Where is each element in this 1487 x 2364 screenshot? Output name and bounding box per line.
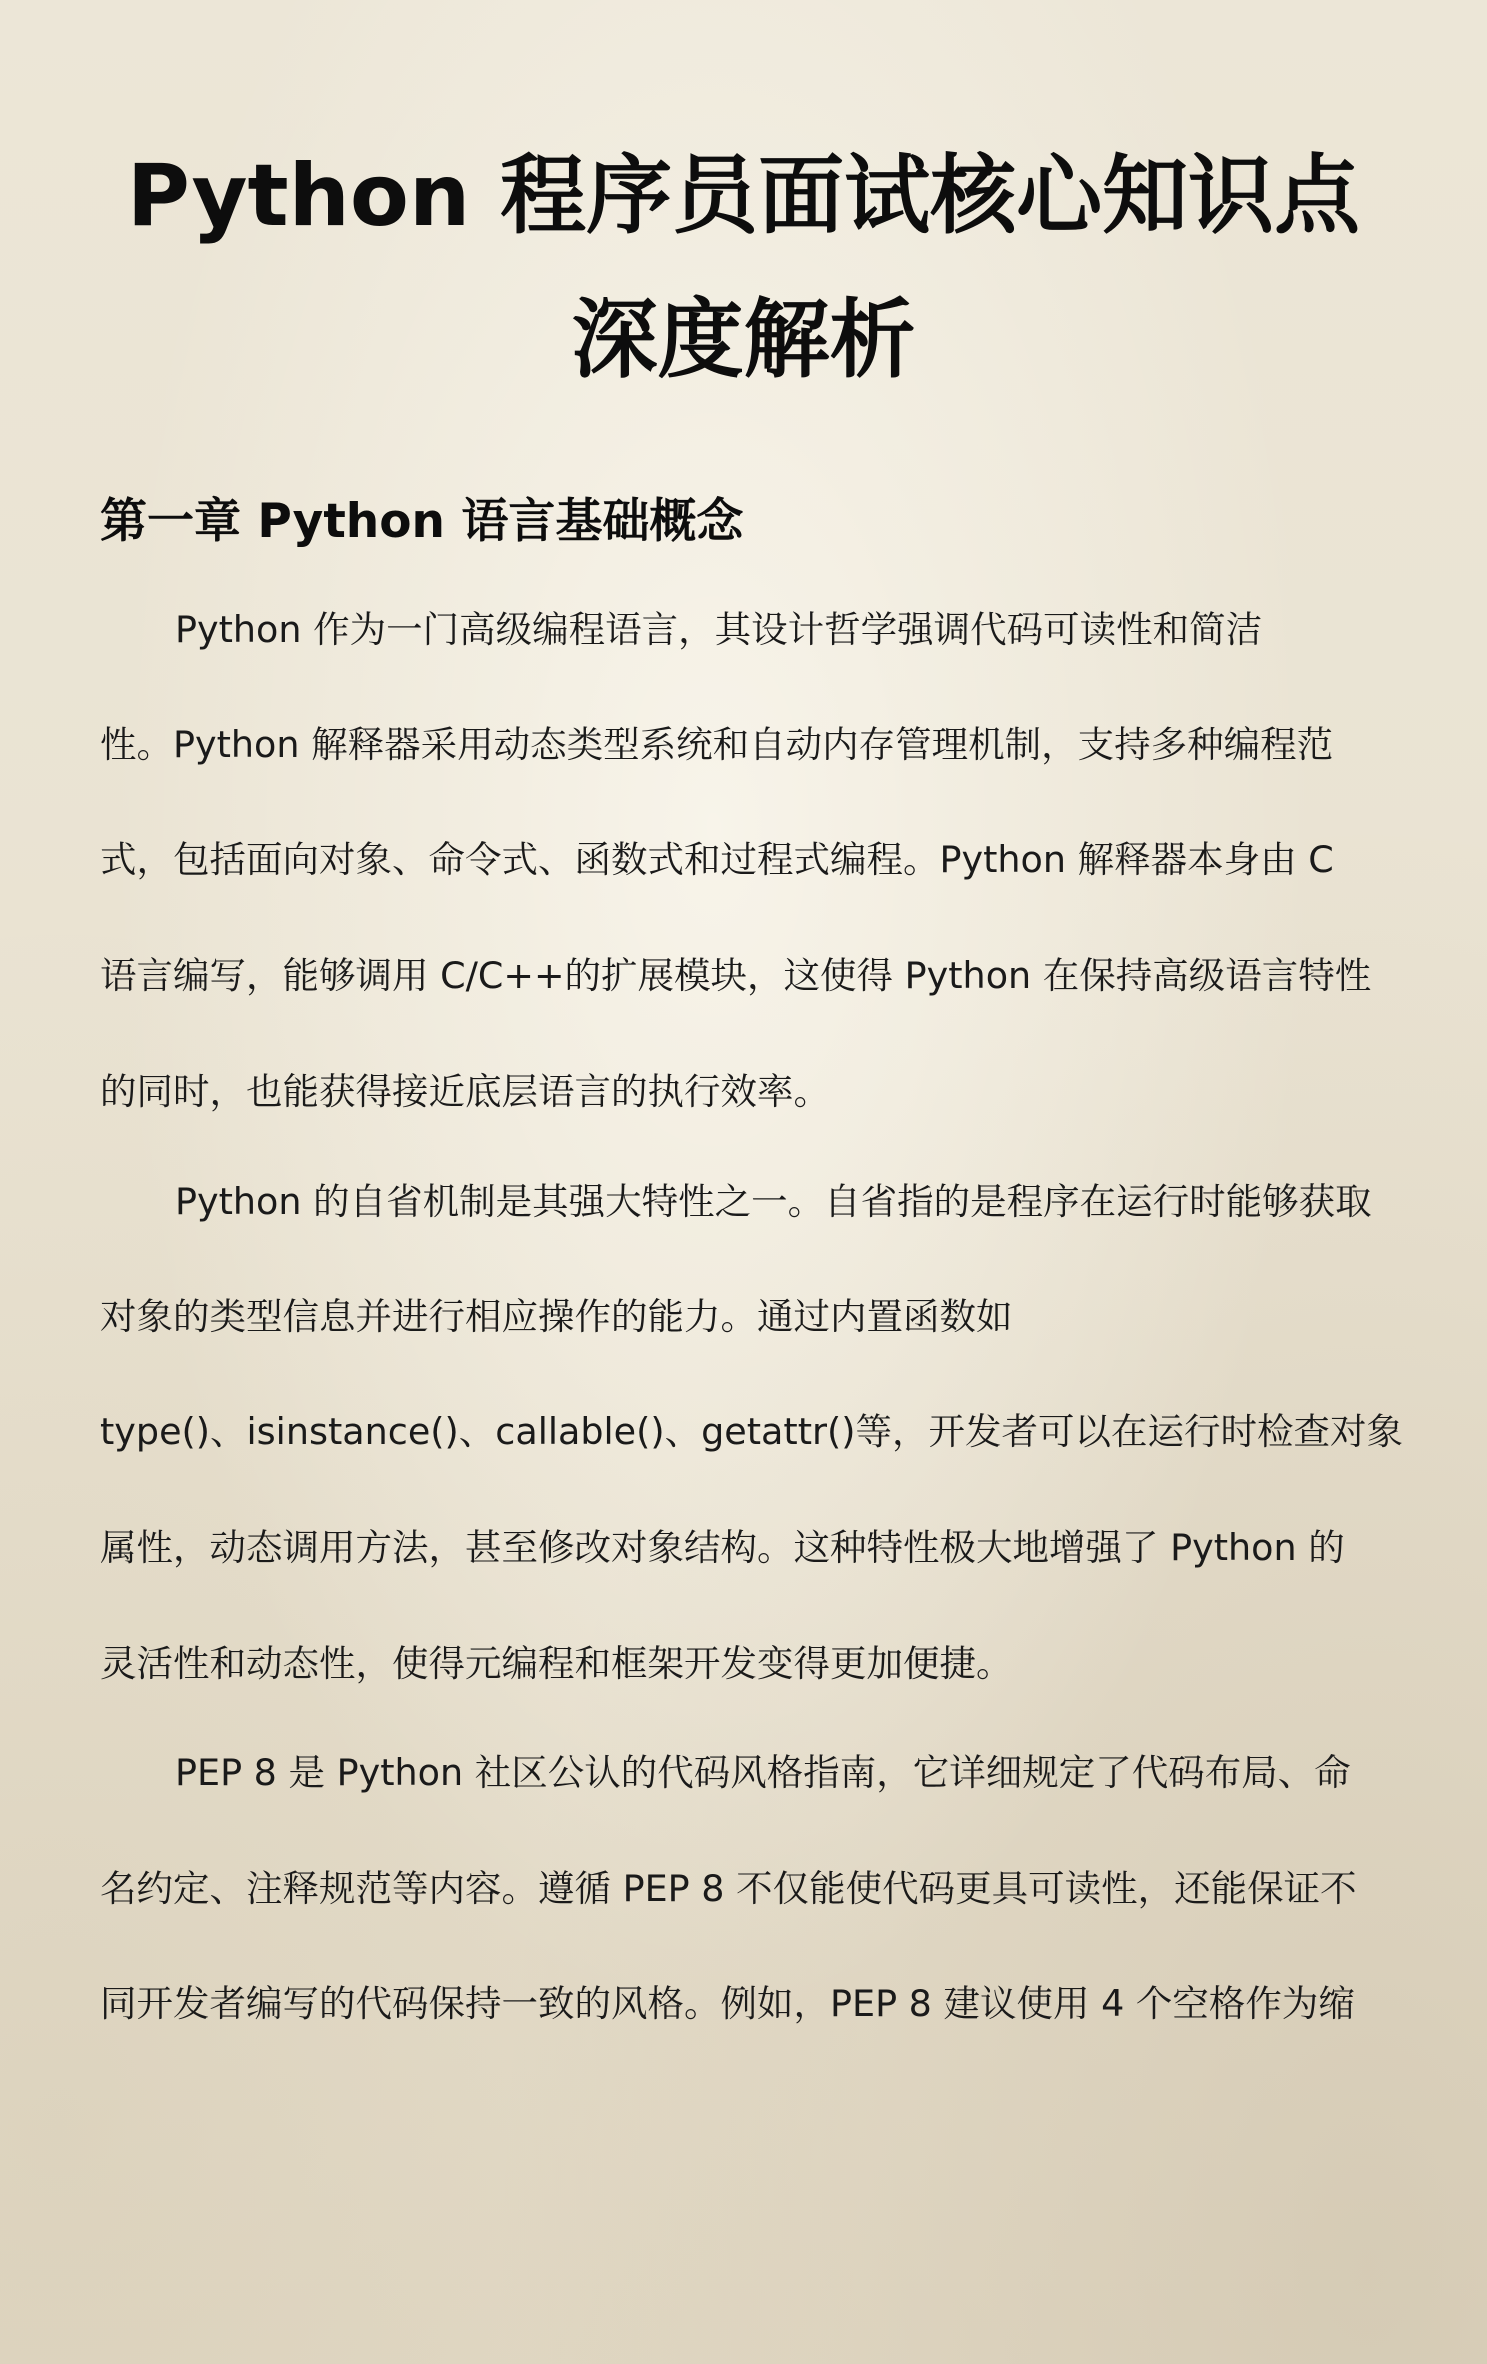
document-title-line-2: 深度解析: [571, 290, 916, 390]
document-title-line-1: Python 程序员面试核心知识点: [126, 146, 1361, 246]
paragraph-line: 灵活性和动态性，使得元编程和框架开发变得更加便捷。: [100, 1642, 1013, 1685]
chapter-heading: 第一章 Python 语言基础概念: [100, 494, 744, 549]
paragraph-line: 属性，动态调用方法，甚至修改对象结构。这种特性极大地增强了 Python 的: [100, 1526, 1345, 1569]
paragraph-line: type()、isinstance()、callable()、getattr()等，开发者可以在运行时检查对象: [100, 1410, 1404, 1453]
paragraph-line: Python 的自省机制是其强大特性之一。自省指的是程序在运行时能够获取: [175, 1180, 1372, 1223]
paragraph-line: 语言编写，能够调用 C/C++的扩展模块，这使得 Python 在保持高级语言特性: [100, 954, 1372, 997]
paragraph-line: 对象的类型信息并进行相应操作的能力。通过内置函数如: [100, 1295, 1013, 1338]
paragraph-line: 性。Python 解释器采用动态类型系统和自动内存管理机制，支持多种编程范: [100, 723, 1334, 766]
paragraph-line: 名约定、注释规范等内容。遵循 PEP 8 不仅能使代码更具可读性，还能保证不: [100, 1867, 1357, 1910]
paragraph-line: Python 作为一门高级编程语言，其设计哲学强调代码可读性和简洁: [175, 608, 1263, 651]
paragraph-line: 式，包括面向对象、命令式、函数式和过程式编程。Python 解释器本身由 C: [100, 838, 1334, 881]
paragraph-line: PEP 8 是 Python 社区公认的代码风格指南，它详细规定了代码布局、命: [175, 1751, 1351, 1794]
paragraph-line: 同开发者编写的代码保持一致的风格。例如，PEP 8 建议使用 4 个空格作为缩: [100, 1982, 1355, 2025]
paragraph-line: 的同时，也能获得接近底层语言的执行效率。: [100, 1070, 830, 1113]
